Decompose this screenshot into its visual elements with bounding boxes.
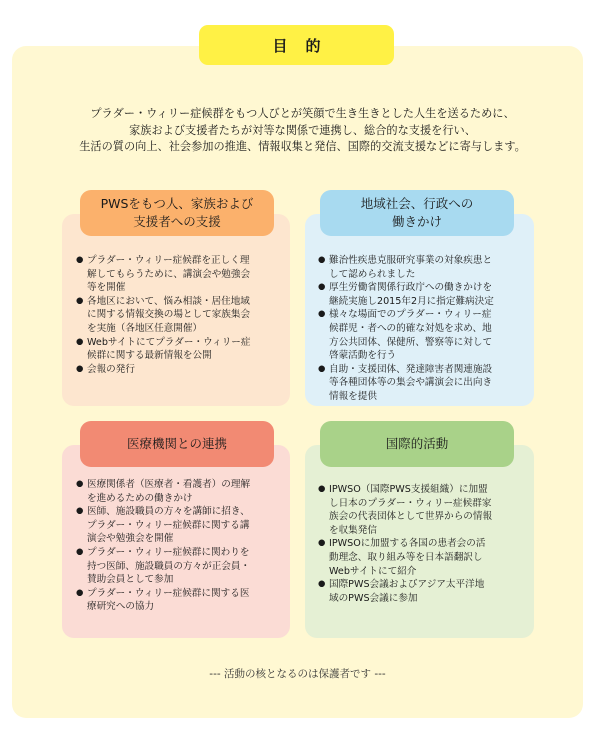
list-item <box>318 578 530 605</box>
list-item-line: 継続実施し2015年2月に指定難病決定 <box>329 295 494 307</box>
list-item-line: 候群児・者への的確な対処を求め、地 <box>329 322 492 334</box>
list-item-line: プラダー・ウィリー症候群を正しく理 <box>87 255 250 266</box>
list-item-line: を実施（各地区任意開催） <box>87 322 203 334</box>
list-item-line: 賛助会員として参加 <box>87 574 174 586</box>
list-item-line: 等を開催 <box>87 282 126 294</box>
list-item-line: 族会の代表団体として世界からの情報 <box>329 511 493 523</box>
list-item-line: 解してもらうために、講演会や勉強会 <box>87 268 251 280</box>
list-item-line: 各地区において、悩み相談・居住地域 <box>87 295 250 307</box>
list-item <box>76 505 286 546</box>
list-item-line: を進めるための働きかけ <box>87 492 193 504</box>
panel-header-line: 国際的活動 <box>385 436 449 451</box>
list-item-line: 演会や勉強会を開催 <box>87 533 174 545</box>
list-item-line: 難治性疾患克服研究事業の対象疾患と <box>329 255 493 266</box>
list-item <box>76 363 286 377</box>
panel-family-support-list <box>76 254 286 376</box>
panel-community-government-header <box>320 190 514 236</box>
list-item <box>76 478 286 505</box>
list-item-line: Webサイトにて紹介 <box>329 565 417 577</box>
list-item-line: Webサイトにてプラダー・ウィリー症 <box>87 336 251 348</box>
list-item <box>318 483 530 537</box>
list-item-line: 自助・支援団体、発達障害者関連施設 <box>329 363 493 375</box>
list-item <box>76 295 286 336</box>
panel-family-support-header <box>80 190 274 236</box>
list-item-line: 国際PWS会議およびアジア太平洋地 <box>329 579 485 591</box>
list-item <box>318 363 530 404</box>
panel-medical-cooperation-header <box>80 421 274 467</box>
bullet-icon: ● <box>76 295 84 306</box>
list-item-line: 会報の発行 <box>87 363 135 375</box>
list-item-line: に関する情報交換の場として家族集会 <box>87 309 251 321</box>
bullet-icon: ● <box>76 587 84 598</box>
bullet-icon: ● <box>318 579 326 590</box>
bullet-icon: ● <box>318 363 326 374</box>
bullet-icon: ● <box>76 336 84 347</box>
panel-community-government-list <box>318 254 530 404</box>
list-item-line: 域のPWS会議に参加 <box>329 592 418 604</box>
panel-header-line: 地域社会、行政への <box>360 196 474 211</box>
list-item-line: 啓蒙活動を行う <box>329 350 397 362</box>
list-item <box>76 587 286 614</box>
footer-note: --- 活動の核となるのは保護者です --- <box>209 668 386 680</box>
list-item <box>318 308 530 362</box>
list-item <box>318 537 530 578</box>
intro-line: 家族および支援者たちが対等な関係で連携し、総合的な支援を行い、 <box>129 123 476 137</box>
list-item <box>76 336 286 363</box>
list-item-line: を収集発信 <box>329 524 377 536</box>
bullet-icon: ● <box>76 546 84 557</box>
list-item-line: プラダー・ウィリー症候群に関する講 <box>87 519 250 531</box>
list-item-line: 候群に関する最新情報を公開 <box>87 350 212 362</box>
list-item-line: IPWSOに加盟する各国の患者会の活 <box>329 538 486 550</box>
intro-line: プラダー・ウィリー症候群をもつ人びとが笑顔で生き生きとした人生を送るために、 <box>90 107 515 120</box>
panel-international-activities-list <box>318 483 530 605</box>
list-item-line: 療研究への協力 <box>87 601 155 613</box>
list-item <box>318 254 530 281</box>
list-item-line: 持つ医師、施設職員の方々が正会員・ <box>87 560 251 572</box>
list-item-line: プラダー・ウィリー症候群に関わりを <box>87 546 250 558</box>
panel-medical-cooperation-list <box>76 478 286 614</box>
panel-header-line: 働きかけ <box>391 214 442 229</box>
bullet-icon: ● <box>318 309 326 320</box>
list-item-line: 方公共団体、保健所、警察等に対して <box>329 336 493 348</box>
bullet-icon: ● <box>76 255 84 265</box>
list-item <box>76 254 286 295</box>
list-item-line: 医師、施設職員の方々を講師に招き、 <box>87 506 250 518</box>
panel-header-line: 支援者への支援 <box>133 214 221 229</box>
panel-header-line: 医療機関との連携 <box>126 436 227 451</box>
bullet-icon: ● <box>318 255 326 265</box>
list-item-line: 等各種団体等の集会や講演会に出向き <box>329 377 493 389</box>
list-item-line: 動理念、取り組み等を日本語翻訳し <box>329 551 483 563</box>
list-item-line: して認められました <box>329 268 416 280</box>
bullet-icon: ● <box>76 479 84 489</box>
list-item-line: 様々な場面でのプラダー・ウィリー症 <box>329 309 492 321</box>
list-item-line: プラダー・ウィリー症候群に関する医 <box>87 587 250 599</box>
intro-line: 生活の質の向上、社会参加の推進、情報収集と発信、国際的交流支援などに寄与します。 <box>79 140 526 153</box>
list-item-line: IPWSO（国際PWS支援組織）に加盟 <box>329 484 488 495</box>
list-item-line: 厚生労働省関係行政庁への働きかけを <box>329 282 493 294</box>
bullet-icon: ● <box>318 538 326 549</box>
bullet-icon: ● <box>76 506 84 517</box>
bullet-icon: ● <box>318 282 326 293</box>
bullet-icon: ● <box>76 363 84 374</box>
panel-header-line: PWSをもつ人、家族および <box>100 196 254 211</box>
list-item <box>318 281 530 308</box>
list-item-line: 医療関係者（医療者・看護者）の理解 <box>87 479 251 490</box>
list-item <box>76 546 286 587</box>
panel-international-activities-header <box>320 421 514 467</box>
bullet-icon: ● <box>318 484 326 494</box>
intro-text <box>40 106 565 156</box>
list-item-line: し日本のプラダー・ウィリー症候群家 <box>329 497 492 509</box>
purpose-title: 目的 <box>199 25 394 65</box>
list-item-line: 情報を提供 <box>329 390 377 402</box>
